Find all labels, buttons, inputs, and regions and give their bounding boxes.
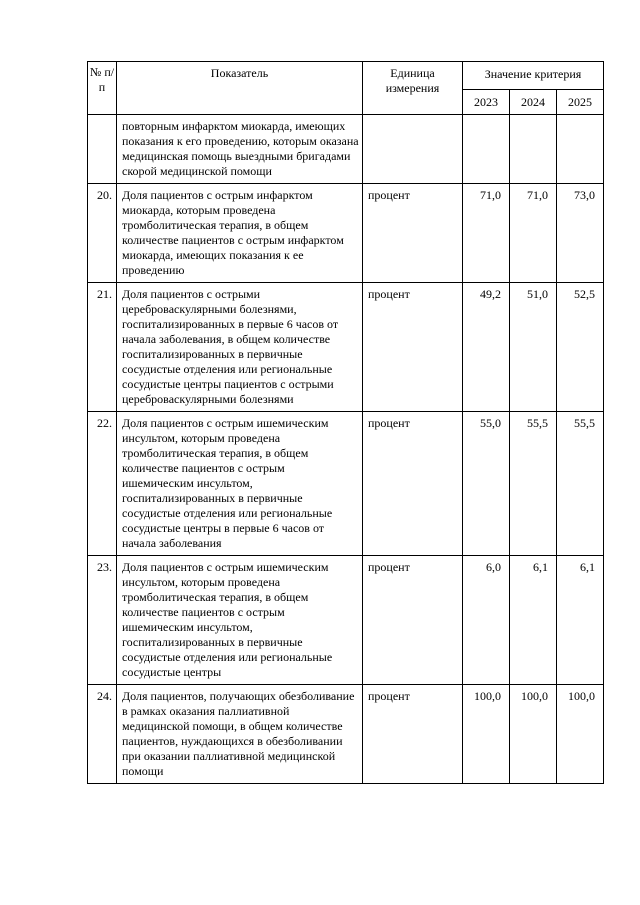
row-value-2025: 6,1 xyxy=(557,556,604,685)
row-value-2025: 73,0 xyxy=(557,184,604,283)
row-number: 23. xyxy=(88,556,117,685)
row-value-2025: 55,5 xyxy=(557,412,604,556)
row-value-2024: 55,5 xyxy=(510,412,557,556)
header-year-2024: 2024 xyxy=(510,90,557,115)
table-row xyxy=(88,115,604,184)
table-row xyxy=(88,556,604,685)
row-unit: процент xyxy=(363,283,463,412)
header-year-2025: 2025 xyxy=(557,90,604,115)
row-value-2024: 100,0 xyxy=(510,685,557,784)
table-body xyxy=(88,115,604,784)
row-indicator: повторным инфарктом миокарда, имеющих показания к его проведению, которым оказана медицинская помощь выездными бригадами скорой медицинской помощи xyxy=(117,115,363,184)
table-row xyxy=(88,685,604,784)
row-value-2023 xyxy=(463,115,510,184)
row-value-2023: 6,0 xyxy=(463,556,510,685)
header-number: № п/п xyxy=(88,62,117,115)
table-row xyxy=(88,283,604,412)
table-header xyxy=(88,62,604,115)
table-row xyxy=(88,184,604,283)
row-value-2023: 100,0 xyxy=(463,685,510,784)
table-row xyxy=(88,412,604,556)
row-value-2024: 71,0 xyxy=(510,184,557,283)
header-unit: Единица измерения xyxy=(363,62,463,115)
row-indicator: Доля пациентов с острыми цереброваскулярными болезнями, госпитализированных в первые 6 часов от начала заболевания, в общем количестве госпитализированных в первичные сосудистые отделения или региональные сосудистые центры пациентов с острыми цереброваскулярными болезнями xyxy=(117,283,363,412)
row-value-2025: 100,0 xyxy=(557,685,604,784)
row-unit: процент xyxy=(363,685,463,784)
row-value-2025 xyxy=(557,115,604,184)
criteria-table xyxy=(87,61,604,784)
row-value-2025: 52,5 xyxy=(557,283,604,412)
row-indicator: Доля пациентов, получающих обезболивание в рамках оказания паллиативной медицинской помощи, в общем количестве пациентов, нуждающихся в обезболивании при оказании паллиативной медицинской помощи xyxy=(117,685,363,784)
row-unit: процент xyxy=(363,412,463,556)
row-indicator: Доля пациентов с острым ишемическим инсультом, которым проведена тромболитическая терапия, в общем количестве пациентов с острым ишемическим инсультом, госпитализированных в первичные сосудистые отделения или региональные сосудистые центры в первые 6 часов от начала заболевания xyxy=(117,412,363,556)
row-unit: процент xyxy=(363,556,463,685)
row-value-2023: 49,2 xyxy=(463,283,510,412)
header-year-2023: 2023 xyxy=(463,90,510,115)
row-indicator: Доля пациентов с острым инфарктом миокарда, которым проведена тромболитическая терапия, в общем количестве пациентов с острым инфарктом миокарда, имеющих показания к ее проведению xyxy=(117,184,363,283)
row-value-2023: 55,0 xyxy=(463,412,510,556)
row-number: 21. xyxy=(88,283,117,412)
row-value-2024: 51,0 xyxy=(510,283,557,412)
row-value-2023: 71,0 xyxy=(463,184,510,283)
header-criterion-value: Значение критерия xyxy=(463,62,604,90)
row-number: 20. xyxy=(88,184,117,283)
row-value-2024: 6,1 xyxy=(510,556,557,685)
row-unit: процент xyxy=(363,184,463,283)
row-indicator: Доля пациентов с острым ишемическим инсультом, которым проведена тромболитическая терапия, в общем количестве пациентов с острым ишемическим инсультом, госпитализированных в первичные сосудистые отделения или региональные сосудистые центры xyxy=(117,556,363,685)
row-value-2024 xyxy=(510,115,557,184)
row-unit xyxy=(363,115,463,184)
row-number xyxy=(88,115,117,184)
header-indicator: Показатель xyxy=(117,62,363,115)
row-number: 24. xyxy=(88,685,117,784)
row-number: 22. xyxy=(88,412,117,556)
